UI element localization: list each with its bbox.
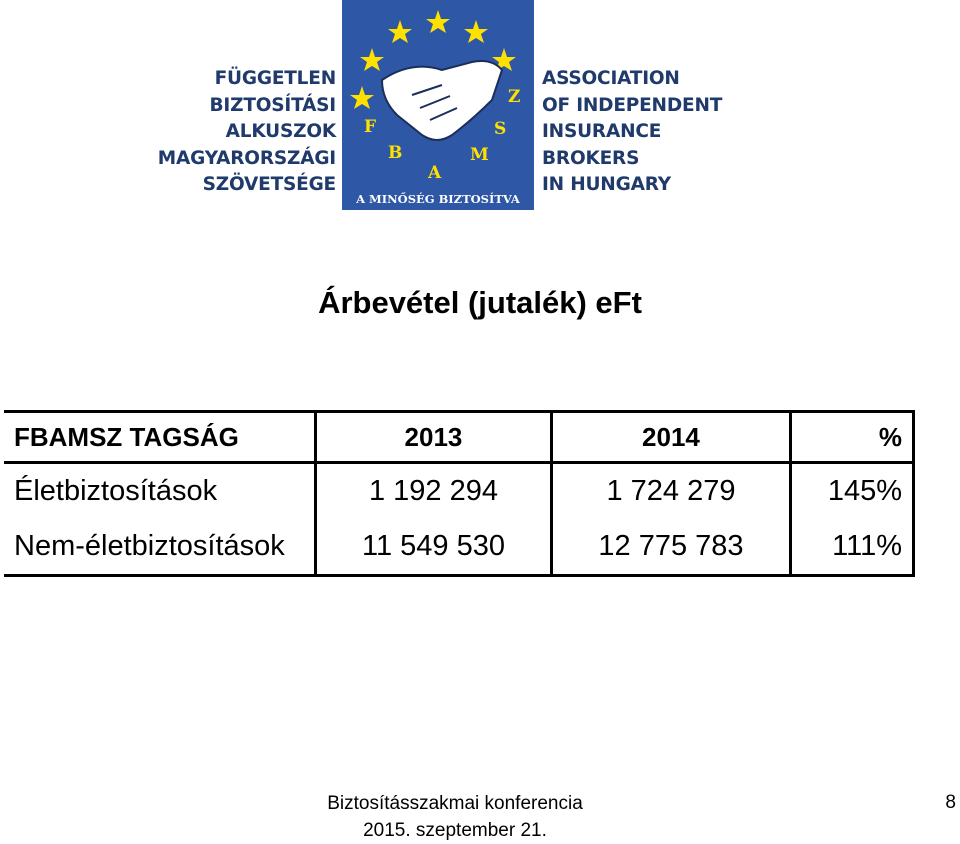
table-cell: 1 192 294 xyxy=(316,463,552,520)
fbamsz-logo-emblem xyxy=(342,0,534,210)
emblem-letter: F xyxy=(364,117,377,137)
logo-text-hungarian xyxy=(140,66,336,199)
emblem-letter: B xyxy=(388,143,403,163)
logo-line: FÜGGETLEN xyxy=(214,68,336,89)
table-cell: 12 775 783 xyxy=(551,519,790,576)
slide-footer xyxy=(290,790,620,844)
table-header-row xyxy=(4,412,914,463)
header-cell: FBAMSZ TAGSÁG xyxy=(4,412,316,463)
logo-line: OF INDEPENDENT xyxy=(542,94,723,116)
logo-text-english xyxy=(542,66,782,199)
logo-line: BIZTOSÍTÁSI xyxy=(209,94,336,116)
emblem-letter: M xyxy=(470,145,489,165)
revenue-table xyxy=(4,410,915,577)
logo-line: INSURANCE xyxy=(542,121,662,142)
logo-line: ALKUSZOK xyxy=(225,121,336,142)
row-label: Nem-életbiztosítások xyxy=(4,519,316,576)
table-cell: 111% xyxy=(832,530,902,562)
header-cell: % xyxy=(878,421,902,452)
table-cell: 1 724 279 xyxy=(551,463,790,520)
logo-line: ASSOCIATION xyxy=(542,68,680,89)
table-cell: 145% xyxy=(827,475,902,507)
logo-line: BROKERS xyxy=(542,147,640,169)
footer-date: 2015. szeptember 21. xyxy=(363,820,547,841)
table-cell: 11 549 530 xyxy=(316,519,552,576)
slide-title: Árbevétel (jutalék) eFt xyxy=(318,285,642,320)
row-label: Életbiztosítások xyxy=(4,463,316,520)
footer-conference: Biztosításszakmai konferencia xyxy=(327,793,583,814)
header-cell: 2014 xyxy=(551,412,790,463)
emblem-letter: S xyxy=(494,119,507,139)
page-number: 8 xyxy=(945,792,956,813)
logo-line: SZÖVETSÉGE xyxy=(202,174,336,195)
emblem-letter: Z xyxy=(508,87,521,107)
table-row xyxy=(4,519,914,576)
emblem-tagline: A MINŐSÉG BIZTOSÍTVA xyxy=(356,192,520,206)
emblem-letter: A xyxy=(428,163,442,183)
logo-line: MAGYARORSZÁGI xyxy=(157,147,336,169)
table-row xyxy=(4,463,914,520)
logo-line: IN HUNGARY xyxy=(542,174,671,195)
header-cell: 2013 xyxy=(316,412,552,463)
